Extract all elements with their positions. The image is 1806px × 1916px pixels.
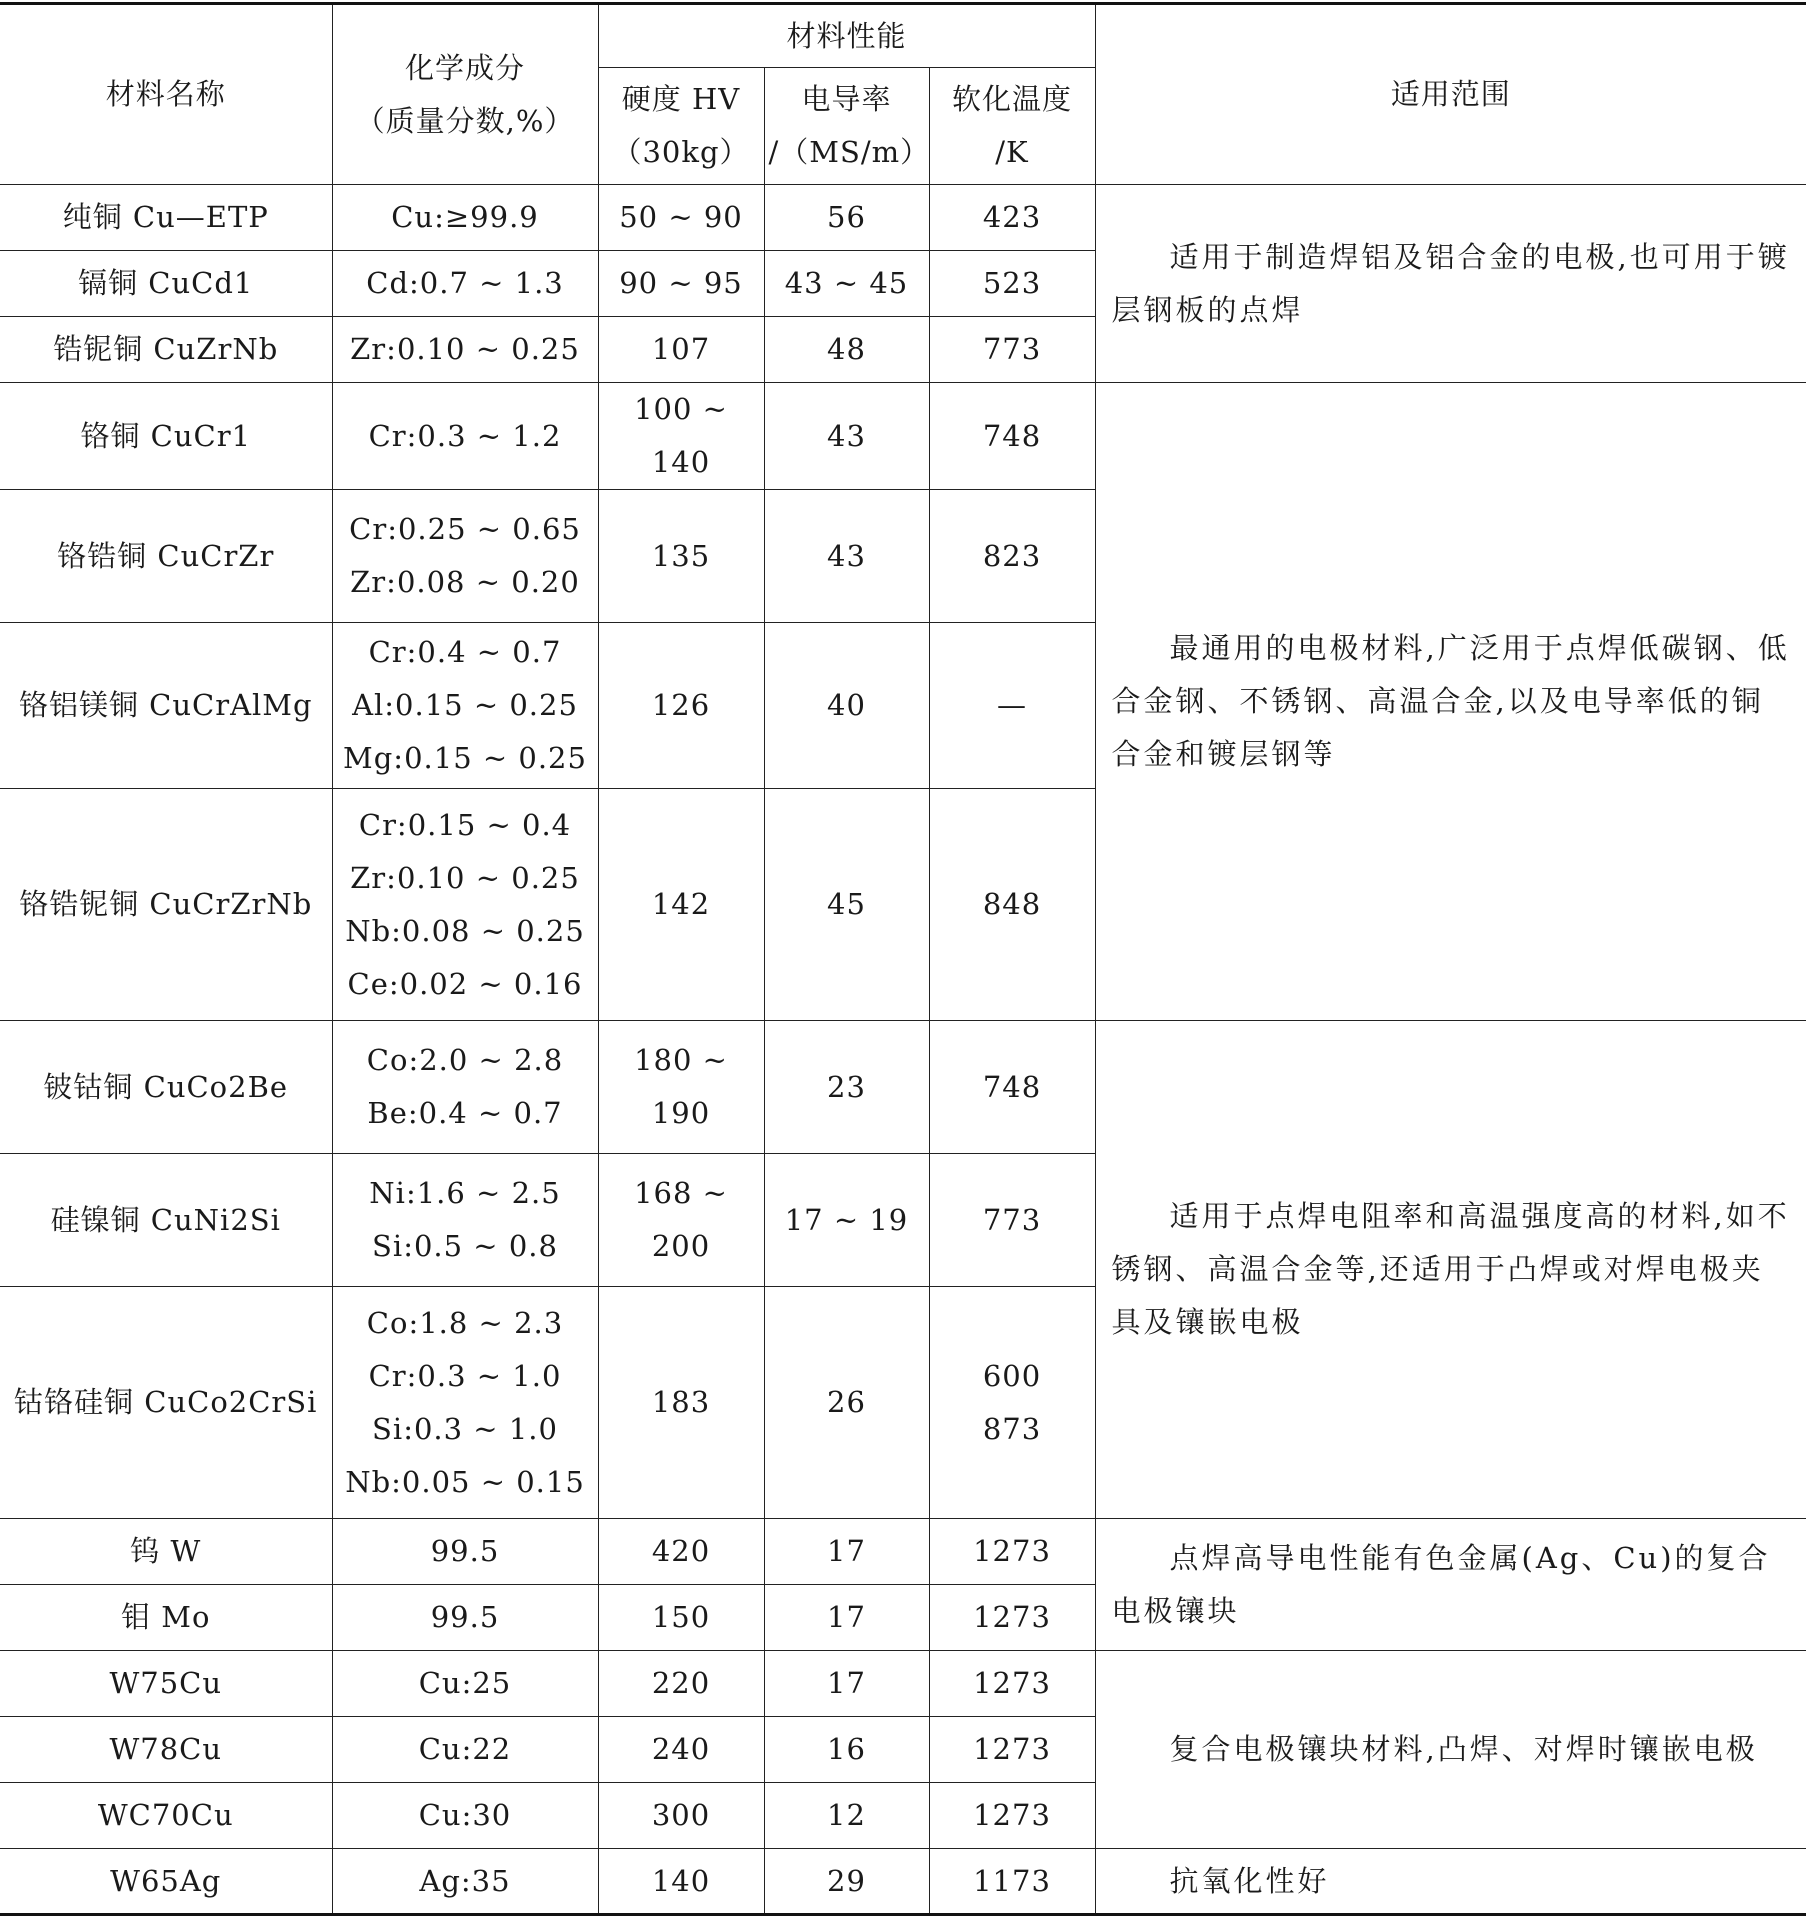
header-row-top xyxy=(0,4,1806,68)
composition-line: 99.5 xyxy=(430,1534,500,1568)
conductivity: 43 xyxy=(764,383,929,490)
softening-line: — xyxy=(997,688,1027,722)
header-properties-group: 材料性能 xyxy=(598,4,1095,68)
composition xyxy=(332,1021,598,1154)
softening-line: 873 xyxy=(982,1411,1042,1446)
composition xyxy=(332,1651,598,1717)
composition xyxy=(332,1287,598,1519)
hardness: 180 ~ 190 xyxy=(598,1021,764,1154)
composition xyxy=(332,1154,598,1287)
usage-group-2: 最通用的电极材料,广泛用于点焊低碳钢、低合金钢、不锈钢、高温合金,以及电导率低的铜合金和镀层钢等 xyxy=(1095,383,1806,1021)
table-row xyxy=(0,1651,1806,1717)
material-name: 硅镍铜 CuNi2Si xyxy=(0,1154,332,1287)
material-name: 铬锆铜 CuCrZr xyxy=(0,490,332,623)
softening-line: 1273 xyxy=(973,1798,1051,1832)
composition-line: Cr:0.3 ~ 1.2 xyxy=(368,418,562,453)
composition xyxy=(332,623,598,789)
composition xyxy=(332,490,598,623)
hardness: 183 xyxy=(598,1287,764,1519)
conductivity: 17 xyxy=(764,1585,929,1651)
softening-temp xyxy=(929,251,1095,317)
softening-line: 423 xyxy=(982,200,1042,234)
header-composition-line-2: （质量分数,%） xyxy=(355,103,575,138)
composition xyxy=(332,1585,598,1651)
softening-line: 748 xyxy=(982,1069,1042,1104)
softening-temp xyxy=(929,1287,1095,1519)
composition-line: Ni:1.6 ~ 2.5 xyxy=(369,1176,561,1210)
composition-line: Cr:0.3 ~ 1.0 xyxy=(368,1358,562,1393)
hardness: 220 xyxy=(598,1651,764,1717)
softening-temp xyxy=(929,789,1095,1021)
usage-group-6: 抗氧化性好 xyxy=(1095,1849,1806,1915)
conductivity: 17 ~ 19 xyxy=(764,1154,929,1287)
hardness: 90 ~ 95 xyxy=(598,251,764,317)
material-name: W75Cu xyxy=(0,1651,332,1717)
softening-temp xyxy=(929,185,1095,251)
header-material-name: 材料名称 xyxy=(0,4,332,185)
softening-temp xyxy=(929,1021,1095,1154)
composition-line: Cu:22 xyxy=(418,1732,512,1766)
table-row xyxy=(0,1849,1806,1915)
header-composition xyxy=(332,4,598,185)
composition xyxy=(332,1717,598,1783)
composition xyxy=(332,789,598,1021)
composition-line: Cr:0.15 ~ 0.4 xyxy=(358,807,572,842)
hardness: 140 xyxy=(598,1849,764,1915)
hardness: 168 ~ 200 xyxy=(598,1154,764,1287)
header-hardness xyxy=(598,68,764,185)
material-name: 铍钴铜 CuCo2Be xyxy=(0,1021,332,1154)
header-softening-line-1: 软化温度 xyxy=(952,82,1073,116)
conductivity: 45 xyxy=(764,789,929,1021)
composition-line: Cr:0.25 ~ 0.65 xyxy=(349,512,581,546)
material-name: 镉铜 CuCd1 xyxy=(0,251,332,317)
softening-temp xyxy=(929,1651,1095,1717)
softening-line: 1273 xyxy=(973,1534,1051,1568)
composition xyxy=(332,1849,598,1915)
softening-temp xyxy=(929,1849,1095,1915)
material-name: 铬铝镁铜 CuCrAlMg xyxy=(0,623,332,789)
table-row xyxy=(0,1519,1806,1585)
softening-line: 1273 xyxy=(973,1666,1051,1700)
conductivity: 17 xyxy=(764,1519,929,1585)
header-conductivity xyxy=(764,68,929,185)
table-row xyxy=(0,185,1806,251)
hardness: 135 xyxy=(598,490,764,623)
composition-line: Zr:0.10 ~ 0.25 xyxy=(350,860,580,895)
conductivity: 23 xyxy=(764,1021,929,1154)
softening-line: 1273 xyxy=(973,1732,1051,1766)
electrode-materials-table xyxy=(0,2,1806,1916)
material-name: 铬铜 CuCr1 xyxy=(0,383,332,490)
header-usage: 适用范围 xyxy=(1095,4,1806,185)
table-row xyxy=(0,383,1806,490)
conductivity: 16 xyxy=(764,1717,929,1783)
composition-line: Al:0.15 ~ 0.25 xyxy=(352,688,578,722)
composition-line: Cu:25 xyxy=(418,1666,512,1700)
softening-line: 748 xyxy=(982,418,1042,453)
softening-temp xyxy=(929,1154,1095,1287)
softening-temp xyxy=(929,490,1095,623)
composition xyxy=(332,383,598,490)
conductivity: 12 xyxy=(764,1783,929,1849)
composition xyxy=(332,251,598,317)
softening-line: 773 xyxy=(982,1202,1042,1237)
softening-line: 600 xyxy=(982,1358,1042,1393)
softening-temp xyxy=(929,383,1095,490)
material-name: 钨 W xyxy=(0,1519,332,1585)
softening-line: 523 xyxy=(982,266,1042,300)
hardness: 150 xyxy=(598,1585,764,1651)
header-hardness-line-2: （30kg） xyxy=(612,135,750,169)
composition-line: Si:0.3 ~ 1.0 xyxy=(372,1411,558,1446)
header-conductivity-line-2: /（MS/m） xyxy=(768,135,931,169)
softening-temp xyxy=(929,1585,1095,1651)
softening-line: 848 xyxy=(982,887,1042,921)
header-hardness-line-1: 硬度 HV xyxy=(621,82,741,116)
material-name: 钴铬硅铜 CuCo2CrSi xyxy=(0,1287,332,1519)
softening-temp xyxy=(929,1783,1095,1849)
composition-line: Ag:35 xyxy=(419,1863,511,1898)
header-softening xyxy=(929,68,1095,185)
material-name: W65Ag xyxy=(0,1849,332,1915)
material-name: 纯铜 Cu—ETP xyxy=(0,185,332,251)
composition-line: Nb:0.08 ~ 0.25 xyxy=(345,913,585,948)
composition-line: Cd:0.7 ~ 1.3 xyxy=(366,266,564,300)
composition-line: Zr:0.10 ~ 0.25 xyxy=(350,332,580,366)
composition-line: Zr:0.08 ~ 0.20 xyxy=(350,565,580,599)
conductivity: 29 xyxy=(764,1849,929,1915)
composition-line: Mg:0.15 ~ 0.25 xyxy=(343,741,587,775)
material-name: 铬锆铌铜 CuCrZrNb xyxy=(0,789,332,1021)
header-softening-line-2: /K xyxy=(995,135,1029,169)
material-name: 锆铌铜 CuZrNb xyxy=(0,317,332,383)
conductivity: 40 xyxy=(764,623,929,789)
usage-group-3: 适用于点焊电阻率和高温强度高的材料,如不锈钢、高温合金等,还适用于凸焊或对焊电极夹具及镶嵌电极 xyxy=(1095,1021,1806,1519)
conductivity: 43 xyxy=(764,490,929,623)
hardness: 50 ~ 90 xyxy=(598,185,764,251)
hardness: 100 ~ 140 xyxy=(598,383,764,490)
table-row xyxy=(0,1021,1806,1154)
composition-line: Ce:0.02 ~ 0.16 xyxy=(347,966,583,1001)
header-composition-line-1: 化学成分 xyxy=(404,50,525,85)
softening-temp xyxy=(929,1519,1095,1585)
conductivity: 26 xyxy=(764,1287,929,1519)
softening-line: 773 xyxy=(982,332,1042,366)
material-name: 钼 Mo xyxy=(0,1585,332,1651)
composition-line: 99.5 xyxy=(430,1600,500,1634)
usage-group-4: 点焊高导电性能有色金属(Ag、Cu)的复合电极镶块 xyxy=(1095,1519,1806,1651)
composition-line: Cu:≥99.9 xyxy=(391,200,539,234)
hardness: 300 xyxy=(598,1783,764,1849)
softening-line: 1173 xyxy=(973,1863,1051,1898)
composition-line: Co:2.0 ~ 2.8 xyxy=(366,1043,564,1077)
header-conductivity-line-1: 电导率 xyxy=(801,82,892,116)
softening-line: 1273 xyxy=(973,1600,1051,1634)
composition-line: Nb:0.05 ~ 0.15 xyxy=(345,1464,585,1499)
composition-line: Cr:0.4 ~ 0.7 xyxy=(368,635,562,669)
softening-line: 823 xyxy=(982,538,1042,573)
material-name: WC70Cu xyxy=(0,1783,332,1849)
composition xyxy=(332,185,598,251)
hardness: 142 xyxy=(598,789,764,1021)
composition xyxy=(332,1519,598,1585)
conductivity: 17 xyxy=(764,1651,929,1717)
hardness: 240 xyxy=(598,1717,764,1783)
composition xyxy=(332,317,598,383)
composition-line: Cu:30 xyxy=(418,1798,512,1832)
hardness: 107 xyxy=(598,317,764,383)
composition-line: Si:0.5 ~ 0.8 xyxy=(372,1229,558,1263)
composition xyxy=(332,1783,598,1849)
composition-line: Co:1.8 ~ 2.3 xyxy=(366,1305,564,1340)
softening-temp xyxy=(929,1717,1095,1783)
softening-temp xyxy=(929,623,1095,789)
composition-line: Be:0.4 ~ 0.7 xyxy=(367,1096,563,1130)
hardness: 420 xyxy=(598,1519,764,1585)
hardness: 126 xyxy=(598,623,764,789)
conductivity: 48 xyxy=(764,317,929,383)
softening-temp xyxy=(929,317,1095,383)
material-name: W78Cu xyxy=(0,1717,332,1783)
conductivity: 43 ~ 45 xyxy=(764,251,929,317)
conductivity: 56 xyxy=(764,185,929,251)
usage-group-1: 适用于制造焊铝及铝合金的电极,也可用于镀层钢板的点焊 xyxy=(1095,185,1806,383)
usage-group-5: 复合电极镶块材料,凸焊、对焊时镶嵌电极 xyxy=(1095,1651,1806,1849)
